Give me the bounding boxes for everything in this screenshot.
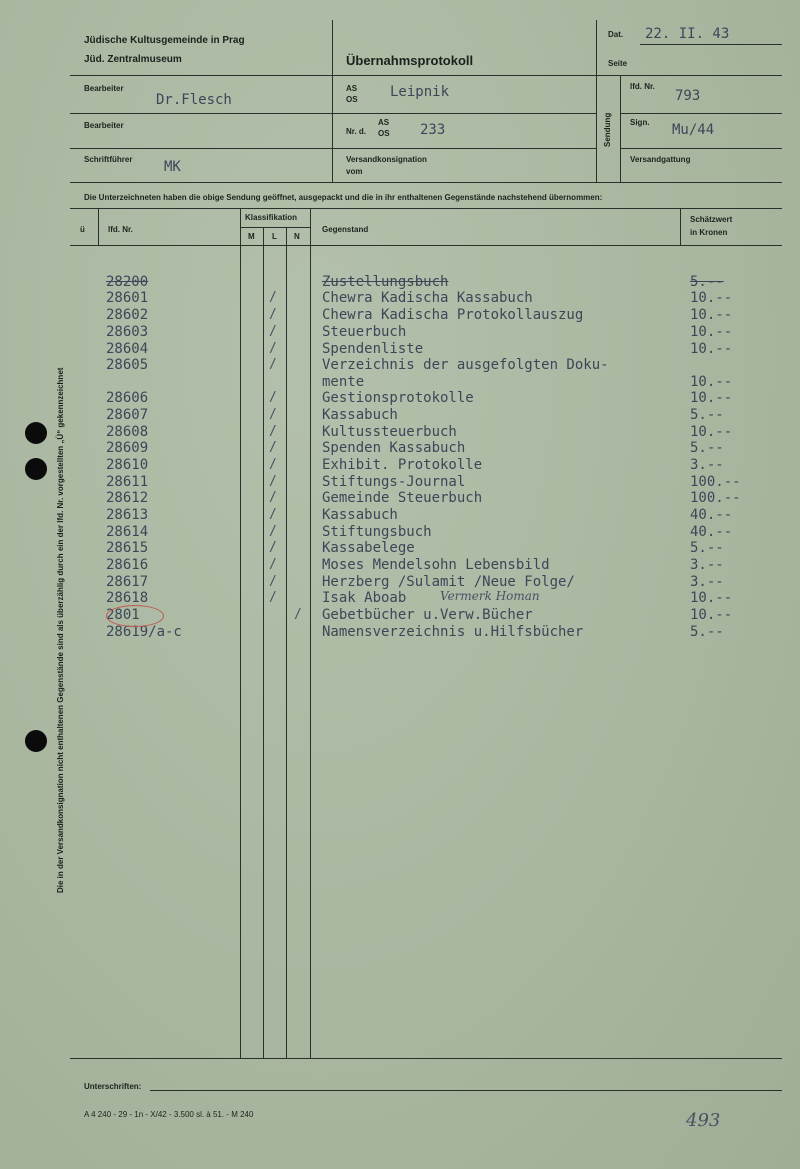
nr-label: Nr. d. xyxy=(346,127,367,136)
table-row: 28608 / Kultussteuerbuch 10.-- xyxy=(106,424,733,440)
bearbeiter-label-2: Bearbeiter xyxy=(84,121,124,130)
signatures-label: Unterschriften: xyxy=(84,1082,142,1091)
col-u: ü xyxy=(80,225,85,234)
org-department: Jüd. Zentralmuseum xyxy=(84,54,182,65)
bearbeiter-label-1: Bearbeiter xyxy=(84,84,124,93)
punch-hole-3 xyxy=(25,730,47,752)
table-row: 28619/a-c Namensverzeichnis u.Hilfsbücher 5.-- xyxy=(106,624,724,640)
date-label: Dat. xyxy=(608,30,624,39)
sign-value: Mu/44 xyxy=(672,122,715,138)
table-row: 2801 / Gebetbücher u.Verw.Bücher 10.-- xyxy=(106,607,733,623)
print-code: A 4 240 - 29 - 1n - X/42 - 3.500 sl. à 51. - M 240 xyxy=(84,1110,254,1119)
lfd-nr-label: lfd. Nr. xyxy=(630,82,655,91)
col-lfd-nr: lfd. Nr. xyxy=(108,225,133,234)
page-number-handwritten: 493 xyxy=(686,1110,721,1131)
table-row: 28612 / Gemeinde Steuerbuch 100.-- xyxy=(106,490,741,506)
table-row: 28604 / Spendenliste 10.-- xyxy=(106,341,733,357)
table-row: 28609 / Spenden Kassabuch 5.-- xyxy=(106,440,724,456)
org-name: Jüdische Kultusgemeinde in Prag xyxy=(84,35,245,46)
table-row: 28614 / Stiftungsbuch 40.-- xyxy=(106,524,733,540)
table-row: 28602 / Chewra Kadischa Protokollauszug 10.-- xyxy=(106,307,733,323)
table-row: 28601 / Chewra Kadischa Kassabuch 10.-- xyxy=(106,290,733,306)
table-row: 28603 / Steuerbuch 10.-- xyxy=(106,324,733,340)
table-row: 28613 / Kassabuch 40.-- xyxy=(106,507,733,523)
declaration: Die Unterzeichneten haben die obige Sendung geöffnet, ausgepackt und die in ihr enthaltenen Gegenstände nachstehend übernommen: xyxy=(84,193,603,202)
schriftfuehrer-value: MK xyxy=(164,159,181,175)
table-row: 28607 / Kassabuch 5.-- xyxy=(106,407,724,423)
as-label: AS xyxy=(346,84,358,93)
col-value-1: Schätzwert xyxy=(690,215,733,224)
os-label: OS xyxy=(346,95,358,104)
table-row: 28610 / Exhibit. Protokolle 3.-- xyxy=(106,457,724,473)
col-m: M xyxy=(248,232,255,241)
sign-label: Sign. xyxy=(630,118,650,127)
table-row: 28618 / Isak Aboab Vermerk Homan 10.-- xyxy=(106,589,733,606)
sendung-label: Sendung xyxy=(603,112,612,147)
nr-as-label: AS xyxy=(378,118,390,127)
table-row: 28617 / Herzberg /Sulamit /Neue Folge/ 3.-- xyxy=(106,574,724,590)
col-value-2: in Kronen xyxy=(690,228,728,237)
date-value: 22. II. 43 xyxy=(645,26,730,42)
col-n: N xyxy=(294,232,300,241)
shipping-type-label: Versandgattung xyxy=(630,155,691,164)
col-klassifikation: Klassifikation xyxy=(245,213,298,222)
table-row: 28616 / Moses Mendelsohn Lebensbild 3.-- xyxy=(106,557,724,573)
side-note: Die in der Versandkonsignation nicht enthaltenen Gegenstände sind als überzählig durch ein der lfd. Nr. vorgestellten „Ü“ gekennzeichnet xyxy=(56,367,65,893)
table-row: mente 10.-- xyxy=(322,374,733,390)
schriftfuehrer-label: Schriftführer xyxy=(84,155,133,164)
consignment-label: Versandkonsignation xyxy=(346,155,427,164)
table-row: 28611 / Stiftungs-Journal 100.-- xyxy=(106,474,741,490)
as-value: Leipnik xyxy=(390,84,450,100)
table-row: 28605 / Verzeichnis der ausgefolgten Doku- xyxy=(106,357,609,373)
lfd-nr-value: 793 xyxy=(675,88,701,104)
col-gegenstand: Gegenstand xyxy=(322,225,369,234)
page-label: Seite xyxy=(608,59,628,68)
nr-os-label: OS xyxy=(378,129,390,138)
table-row: 28615 / Kassabelege 5.-- xyxy=(106,540,724,556)
consignment-from-label: vom xyxy=(346,167,363,176)
col-l: L xyxy=(272,232,277,241)
form-title: Übernahmsprotokoll xyxy=(346,53,474,68)
red-circle-mark xyxy=(106,605,164,627)
table-row: 28606 / Gestionsprotokolle 10.-- xyxy=(106,390,733,406)
table-row: 28200 Zustellungsbuch 5.-- xyxy=(106,274,724,290)
bearbeiter-value: Dr.Flesch xyxy=(156,92,232,108)
nr-value: 233 xyxy=(420,122,446,138)
